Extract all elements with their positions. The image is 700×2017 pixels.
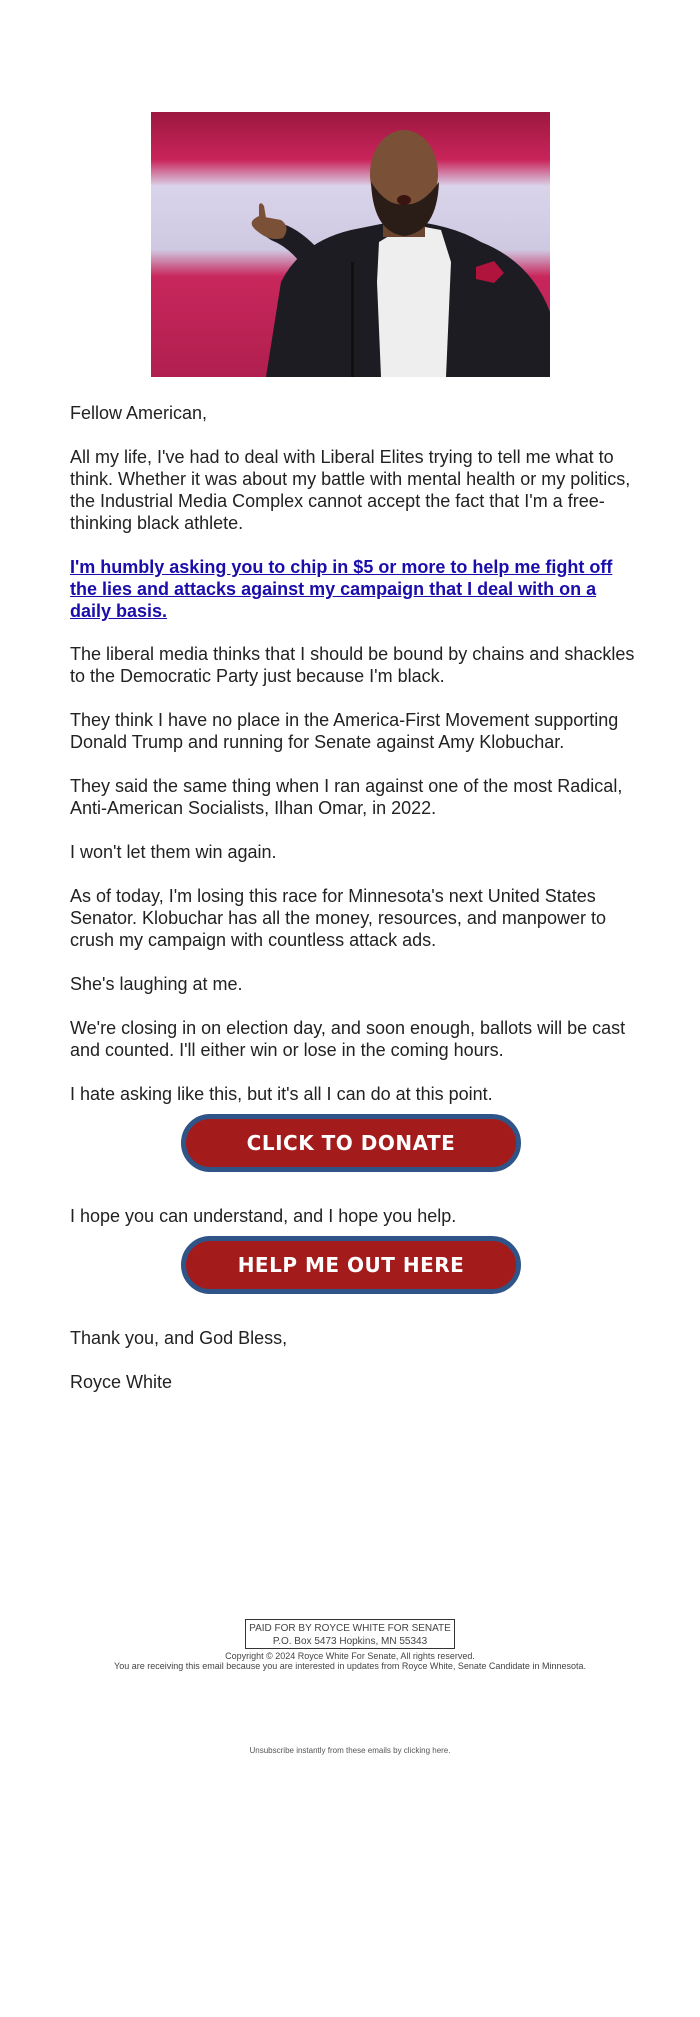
help-button[interactable]: HELP ME OUT HERE xyxy=(181,1236,521,1294)
paragraph-america-first: They think I have no place in the America-First Movement supporting Donald Trump and running for Senate against Amy Klobuchar. xyxy=(70,710,619,752)
paragraph-intro: All my life, I've had to deal with Liberal Elites trying to tell me what to think. Whether it was about my battle with mental health or my politics, the Industrial Media Complex cannot accept the fact that I'm a free-thinking black athlete. xyxy=(70,447,631,533)
subscription-reason: You are receiving this email because you are interested in updates from Royce White, Senate Candidate in Minnesota. xyxy=(114,1661,586,1671)
donate-ask-link[interactable]: I'm humbly asking you to chip in $5 or more to help me fight off the lies and attacks against my campaign that I deal with on a daily basis. xyxy=(70,557,613,621)
paragraph-hate-asking: I hate asking like this, but it's all I can do at this point. xyxy=(70,1084,493,1104)
paid-for-text: PAID FOR BY ROYCE WHITE FOR SENATE xyxy=(249,1623,451,1634)
unsubscribe-link[interactable]: Unsubscribe instantly from these emails by clicking here. xyxy=(249,1746,451,1755)
unsubscribe-line xyxy=(0,1746,700,1755)
paid-for-box xyxy=(245,1619,455,1649)
paragraph-hope: I hope you can understand, and I hope you help. xyxy=(70,1206,457,1226)
paragraph-omar: They said the same thing when I ran against one of the most Radical, Anti-American Socialists, Ilhan Omar, in 2022. xyxy=(70,776,623,818)
signature: Royce White xyxy=(70,1372,173,1392)
paragraph-media: The liberal media thinks that I should be bound by chains and shackles to the Democratic Party just because I'm black. xyxy=(70,644,635,686)
donate-button[interactable]: CLICK TO DONATE xyxy=(181,1114,521,1172)
mailing-address: P.O. Box 5473 Hopkins, MN 55343 xyxy=(272,1636,428,1647)
greeting: Fellow American, xyxy=(70,403,208,423)
candidate-photo xyxy=(151,112,550,377)
paragraph-laughing: She's laughing at me. xyxy=(70,974,243,994)
copyright-text: Copyright © 2024 Royce White For Senate, All rights reserved. xyxy=(225,1651,475,1661)
paragraph-win-again: I won't let them win again. xyxy=(70,842,277,862)
sign-off: Thank you, and God Bless, xyxy=(70,1328,288,1348)
paragraph-election-day: We're closing in on election day, and soon enough, ballots will be cast and counted. I'll either win or lose in the coming hours. xyxy=(70,1018,626,1060)
paragraph-losing: As of today, I'm losing this race for Minnesota's next United States Senator. Klobuchar has all the money, resources, and manpower to crush my campaign with countless attack ads. xyxy=(70,886,606,950)
